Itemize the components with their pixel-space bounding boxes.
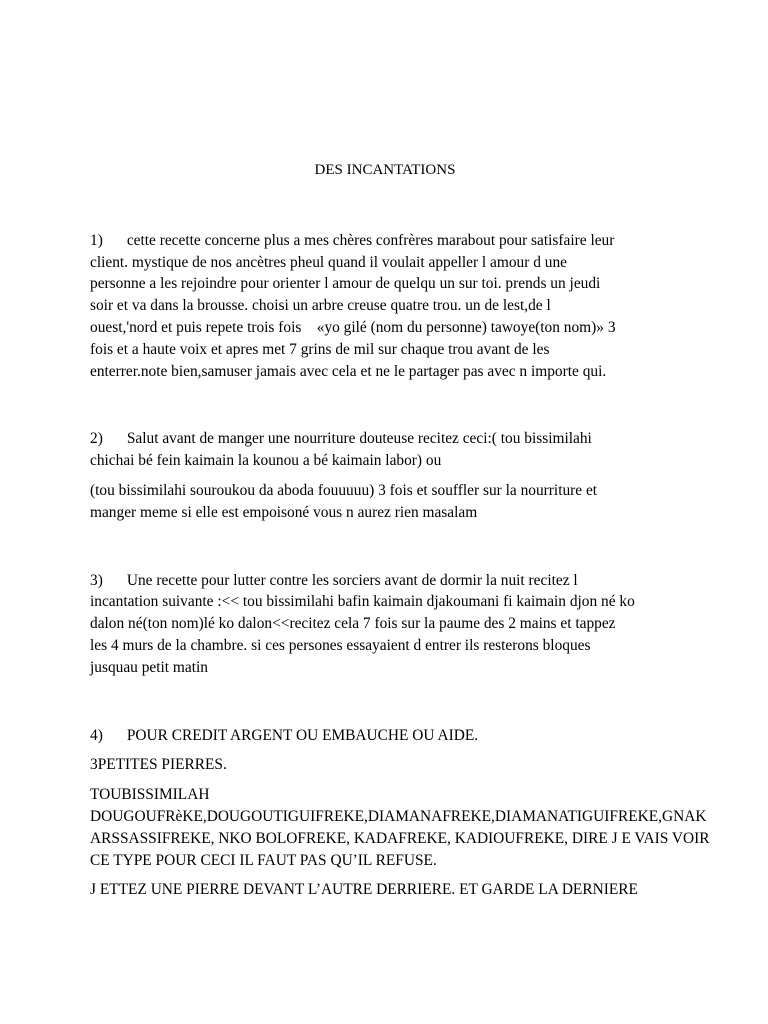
section-4-subheading: 3PETITES PIERRES. xyxy=(90,756,227,774)
section-4-heading: 4) POUR CREDIT ARGENT OU EMBAUCHE OU AIDE. xyxy=(90,726,479,744)
section-2-cont-line-2: manger meme si elle est empoisoné vous n aurez rien masalam xyxy=(90,503,478,521)
section-3-line-4: les 4 murs de la chambre. si ces persones essayaient d entrer ils resterons bloques xyxy=(90,636,591,654)
incantation-line-2: DOUGOUFRèKE,DOUGOUTIGUIFREKE,DIAMANAFREKE,DIAMANATIGUIFREKE,GNAK xyxy=(90,807,707,825)
section-3-number: 3) xyxy=(90,571,103,589)
final-line: J ETTEZ UNE PIERRE DEVANT L’AUTRE DERRIERE. ET GARDE LA DERNIERE xyxy=(90,881,638,899)
section-1-line-7: enterrer.note bien,samuser jamais avec cela et ne le partager pas avec n importe qui. xyxy=(90,362,607,380)
section-3-line-5: jusquau petit matin xyxy=(90,658,208,676)
section-2-cont-line-1: (tou bissimilahi souroukou da aboda fouuuuu) 3 fois et souffler sur la nourriture et xyxy=(90,481,598,499)
section-1-line-3: personne a les rejoindre pour orienter l amour de quelqu un sur toi. prends un jeudi xyxy=(90,275,601,293)
section-1-line-2: client. mystique de nos ancètres pheul quand il voulait appeller l amour d une xyxy=(90,253,567,271)
section-1-line-1: 1) cette recette concerne plus a mes chères confrères marabout pour satisfaire leur xyxy=(90,231,615,249)
section-1-line-5: ouest,'nord et puis repete trois fois «yo gilé (nom du personne) tawoye(ton nom)» 3 xyxy=(90,318,616,336)
section-1-number: 1) xyxy=(90,231,103,249)
section-1 xyxy=(90,230,680,383)
section-2-number: 2) xyxy=(90,430,103,448)
section-2-line-2: chichai bé fein kaimain la kounou a bé kaimain labor) ou xyxy=(90,452,442,470)
section-1-line-4: soir et va dans la brousse. choisi un arbre creuse quatre trou. un de lest,de l xyxy=(90,297,551,315)
document-title: DES INCANTATIONS xyxy=(314,162,456,178)
section-4-incantation xyxy=(90,784,710,871)
incantation-line-1: TOUBISSIMILAH xyxy=(90,786,210,804)
document-page xyxy=(90,160,710,901)
section-2-line-1: 2) Salut avant de manger une nourriture douteuse recitez ceci:( tou bissimilahi xyxy=(90,430,592,448)
section-3-line-1: 3) Une recette pour lutter contre les sorciers avant de dormir la nuit recitez l xyxy=(90,571,578,589)
section-4 xyxy=(90,725,680,747)
section-1-line-6: fois et a haute voix et apres met 7 grins de mil sur chaque trou avant de les xyxy=(90,340,550,358)
section-2 xyxy=(90,428,680,472)
section-3-line-2: incantation suivante :<< tou bissimilahi bafin kaimain djakoumani fi kaimain djon né ko xyxy=(90,593,635,611)
section-3-line-3: dalon né(ton nom)lé ko dalon<<recitez cela 7 fois sur la paume des 2 mains et tappez xyxy=(90,615,616,633)
section-4-final xyxy=(90,879,680,901)
section-2-continuation xyxy=(90,480,680,524)
incantation-line-4: CE TYPE POUR CECI IL FAUT PAS QU’IL REFUSE. xyxy=(90,851,437,869)
incantation-line-3: ARSSASSIFREKE, NKO BOLOFREKE, KADAFREKE, KADIOUFREKE, DIRE J E VAIS VOIR xyxy=(90,829,710,847)
section-4-number: 4) xyxy=(90,726,103,744)
section-3 xyxy=(90,570,680,679)
